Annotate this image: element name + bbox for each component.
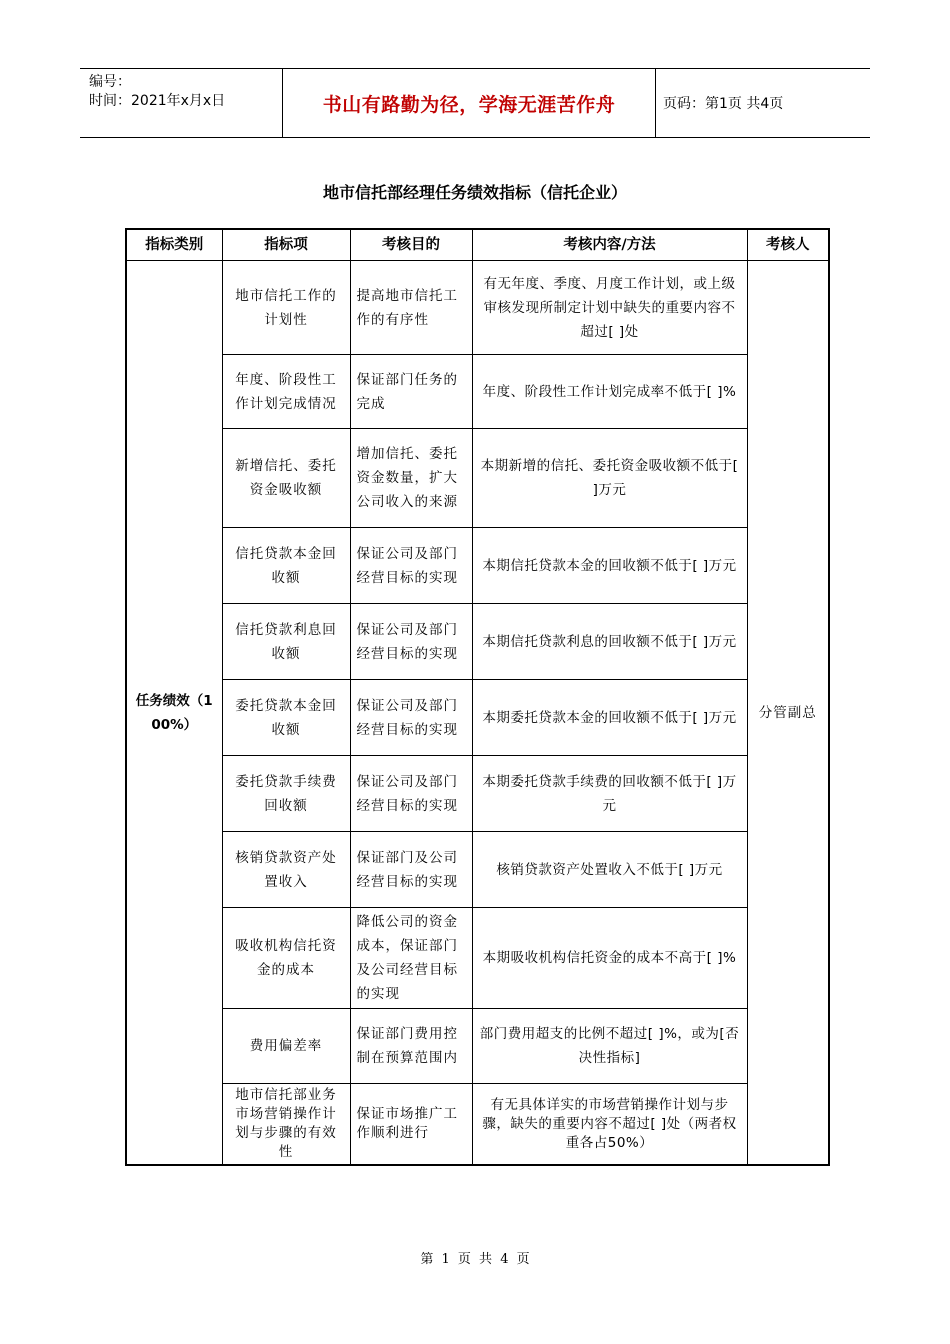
document-header (80, 68, 870, 138)
assessment-goal: 提高地市信托工作的有序性 (350, 261, 472, 355)
number-label: 编号： (89, 74, 131, 90)
indicator-item: 地市信托部业务市场营销操作计划与步骤的有效性 (222, 1084, 350, 1166)
assessment-goal: 保证公司及部门经营目标的实现 (350, 604, 472, 680)
assessment-method: 本期委托贷款手续费的回收额不低于[ ]万元 (472, 756, 747, 832)
indicator-item: 地市信托工作的计划性 (222, 261, 350, 355)
indicator-item: 新增信托、委托资金吸收额 (222, 429, 350, 528)
assessment-goal: 保证部门及公司经营目标的实现 (350, 832, 472, 908)
table-row (126, 832, 829, 908)
indicator-item: 年度、阶段性工作计划完成情况 (222, 355, 350, 429)
assessment-goal: 保证部门任务的完成 (350, 355, 472, 429)
indicator-item: 核销贷款资产处置收入 (222, 832, 350, 908)
assessment-goal: 保证部门费用控制在预算范围内 (350, 1009, 472, 1084)
table-header-row (126, 229, 829, 261)
table-row (126, 528, 829, 604)
column-header: 指标类别 (126, 229, 222, 261)
performance-table (125, 228, 830, 1166)
assessment-method: 本期信托贷款利息的回收额不低于[ ]万元 (472, 604, 747, 680)
assessment-goal: 保证公司及部门经营目标的实现 (350, 756, 472, 832)
reviewer-cell: 分管副总 (747, 261, 829, 1166)
time-label: 时间：2021年x月x日 (89, 93, 226, 109)
assessment-method: 本期信托贷款本金的回收额不低于[ ]万元 (472, 528, 747, 604)
table-row (126, 756, 829, 832)
table-row (126, 1084, 829, 1166)
header-page-info: 页码：第1页 共4页 (663, 96, 784, 112)
table-row (126, 261, 829, 355)
indicator-item: 费用偏差率 (222, 1009, 350, 1084)
indicator-item: 委托贷款手续费回收额 (222, 756, 350, 832)
assessment-goal: 保证公司及部门经营目标的实现 (350, 680, 472, 756)
indicator-item: 信托贷款本金回收额 (222, 528, 350, 604)
document-title: 地市信托部经理任务绩效指标（信托企业） (322, 183, 627, 202)
column-header: 考核内容/方法 (472, 229, 747, 261)
header-motto: 书山有路勤为径，学海无涯苦作舟 (322, 93, 616, 116)
assessment-method: 有无具体详实的市场营销操作计划与步骤，缺失的重要内容不超过[ ]处（两者权重各占50%） (472, 1084, 747, 1166)
table-row (126, 1009, 829, 1084)
category-cell: 任务绩效（100%） (126, 261, 222, 1166)
assessment-method: 有无年度、季度、月度工作计划，或上级审核发现所制定计划中缺失的重要内容不超过[ ]处 (472, 261, 747, 355)
indicator-item: 信托贷款利息回收额 (222, 604, 350, 680)
table-row (126, 604, 829, 680)
table-row (126, 429, 829, 528)
assessment-method: 核销贷款资产处置收入不低于[ ]万元 (472, 832, 747, 908)
assessment-method: 年度、阶段性工作计划完成率不低于[ ]% (472, 355, 747, 429)
column-header: 指标项 (222, 229, 350, 261)
assessment-method: 本期吸收机构信托资金的成本不高于[ ]% (472, 908, 747, 1009)
assessment-method: 部门费用超支的比例不超过[ ]%，或为[否决性指标] (472, 1009, 747, 1084)
column-header: 考核人 (747, 229, 829, 261)
assessment-goal: 降低公司的资金成本，保证部门及公司经营目标的实现 (350, 908, 472, 1009)
table-row (126, 908, 829, 1009)
header-left (89, 73, 225, 111)
assessment-method: 本期委托贷款本金的回收额不低于[ ]万元 (472, 680, 747, 756)
column-header: 考核目的 (350, 229, 472, 261)
assessment-goal: 保证市场推广工作顺利进行 (350, 1084, 472, 1166)
assessment-goal: 保证公司及部门经营目标的实现 (350, 528, 472, 604)
table-row (126, 680, 829, 756)
indicator-item: 委托贷款本金回收额 (222, 680, 350, 756)
header-divider (655, 69, 656, 137)
assessment-goal: 增加信托、委托资金数量，扩大公司收入的来源 (350, 429, 472, 528)
page-footer: 第 1 页 共 4 页 (420, 1252, 530, 1267)
indicator-item: 吸收机构信托资金的成本 (222, 908, 350, 1009)
assessment-method: 本期新增的信托、委托资金吸收额不低于[ ]万元 (472, 429, 747, 528)
table-row (126, 355, 829, 429)
